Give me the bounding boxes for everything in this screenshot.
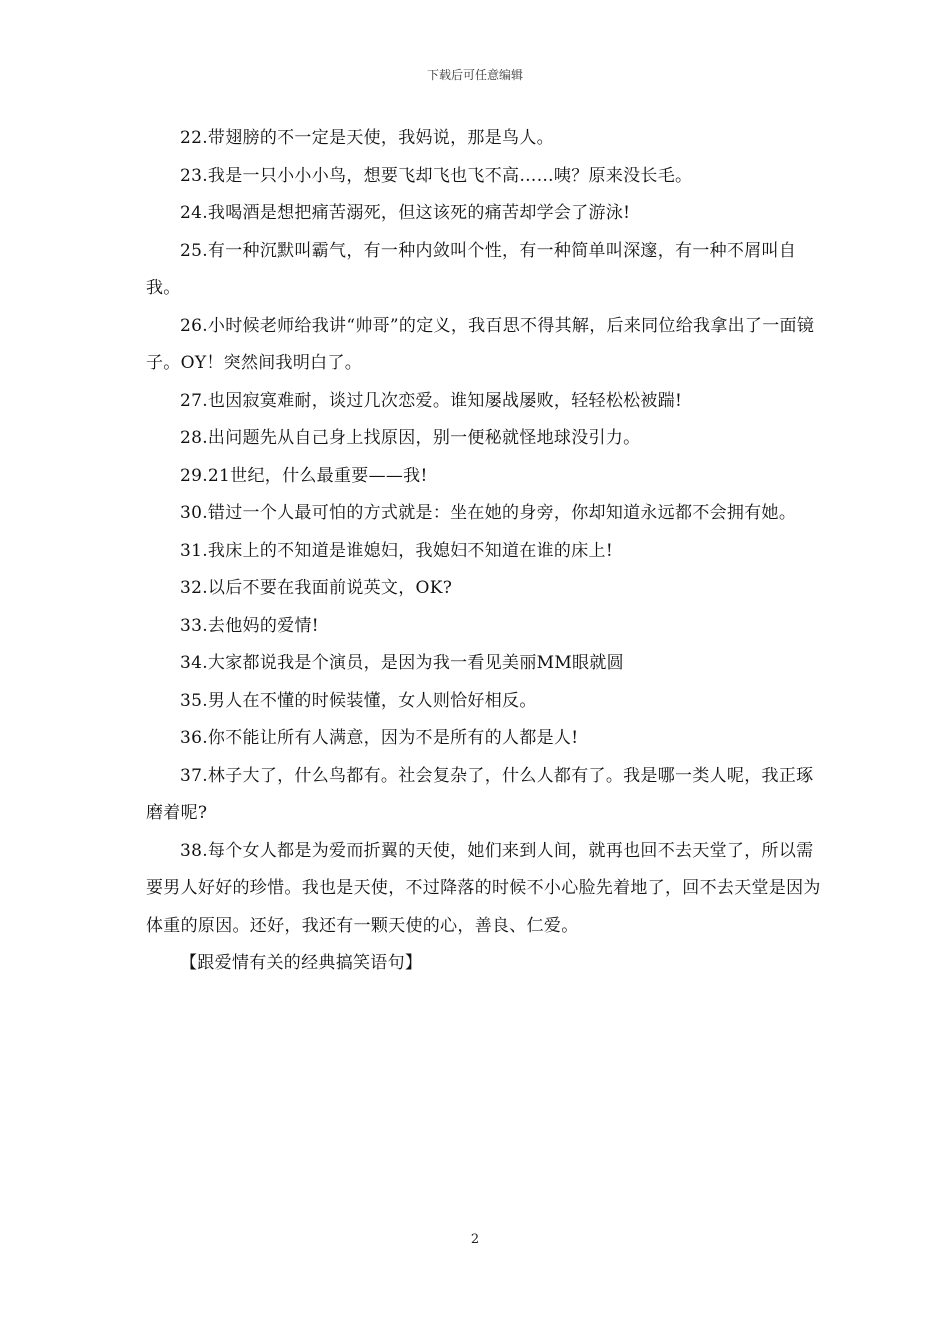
paragraph: 22.带翅膀的不一定是天使，我妈说，那是鸟人。 — [180, 128, 554, 148]
paragraph: 27.也因寂寞难耐，谈过几次恋爱。谁知屡战屡败，轻轻松松被踹! — [180, 390, 683, 411]
page-header: 下载后可任意编辑 — [426, 68, 523, 82]
paragraph: 37.林子大了，什么鸟都有。社会复杂了，什么人都有了。我是哪一类人呢，我正琢磨着呢? — [146, 765, 814, 823]
paragraph: 30.错过一个人最可怕的方式就是：坐在她的身旁，你却知道永远都不会拥有她。 — [180, 503, 797, 523]
paragraph: 35.男人在不懂的时候装懂，女人则恰好相反。 — [180, 690, 537, 711]
paragraph: 25.有一种沉默叫霸气，有一种内敛叫个性，有一种简单叫深邃，有一种不屑叫自我。 — [146, 240, 797, 298]
paragraph: 23.我是一只小小小鸟，想要飞却飞也飞不高……咦？原来没长毛。 — [180, 165, 693, 186]
paragraph: 36.你不能让所有人满意，因为不是所有的人都是人! — [180, 728, 579, 748]
paragraph: 34.大家都说我是个演员，是因为我一看见美丽MM眼就圆 — [180, 653, 624, 673]
paragraph: 33.去他妈的爱情! — [180, 615, 319, 636]
document-body — [146, 120, 826, 983]
page-number: 2 — [470, 1232, 480, 1247]
paragraph: 29.21世纪，什么最重要——我! — [180, 465, 428, 486]
paragraph: 26.小时候老师给我讲“帅哥”的定义，我百思不得其解，后来同位给我拿出了一面镜子。OY！突然间我明白了。 — [146, 315, 815, 373]
paragraph: 28.出问题先从自己身上找原因，别一便秘就怪地球没引力。 — [180, 428, 641, 448]
paragraph: 24.我喝酒是想把痛苦溺死，但这该死的痛苦却学会了游泳! — [180, 203, 631, 223]
paragraph: 38.每个女人都是为爱而折翼的天使，她们来到人间，就再也回不去天堂了，所以需要男人好好的珍惜。我也是天使，不过降落的时候不小心脸先着地了，回不去天堂是因为体重的原因。还好，我还有一颗天使的心，善良、仁爱。 — [146, 840, 821, 936]
paragraph: 32.以后不要在我面前说英文，OK? — [180, 578, 453, 598]
paragraph: 31.我床上的不知道是谁媳妇，我媳妇不知道在谁的床上! — [180, 540, 613, 561]
section-heading: 【跟爱情有关的经典搞笑语句】 — [180, 953, 423, 973]
